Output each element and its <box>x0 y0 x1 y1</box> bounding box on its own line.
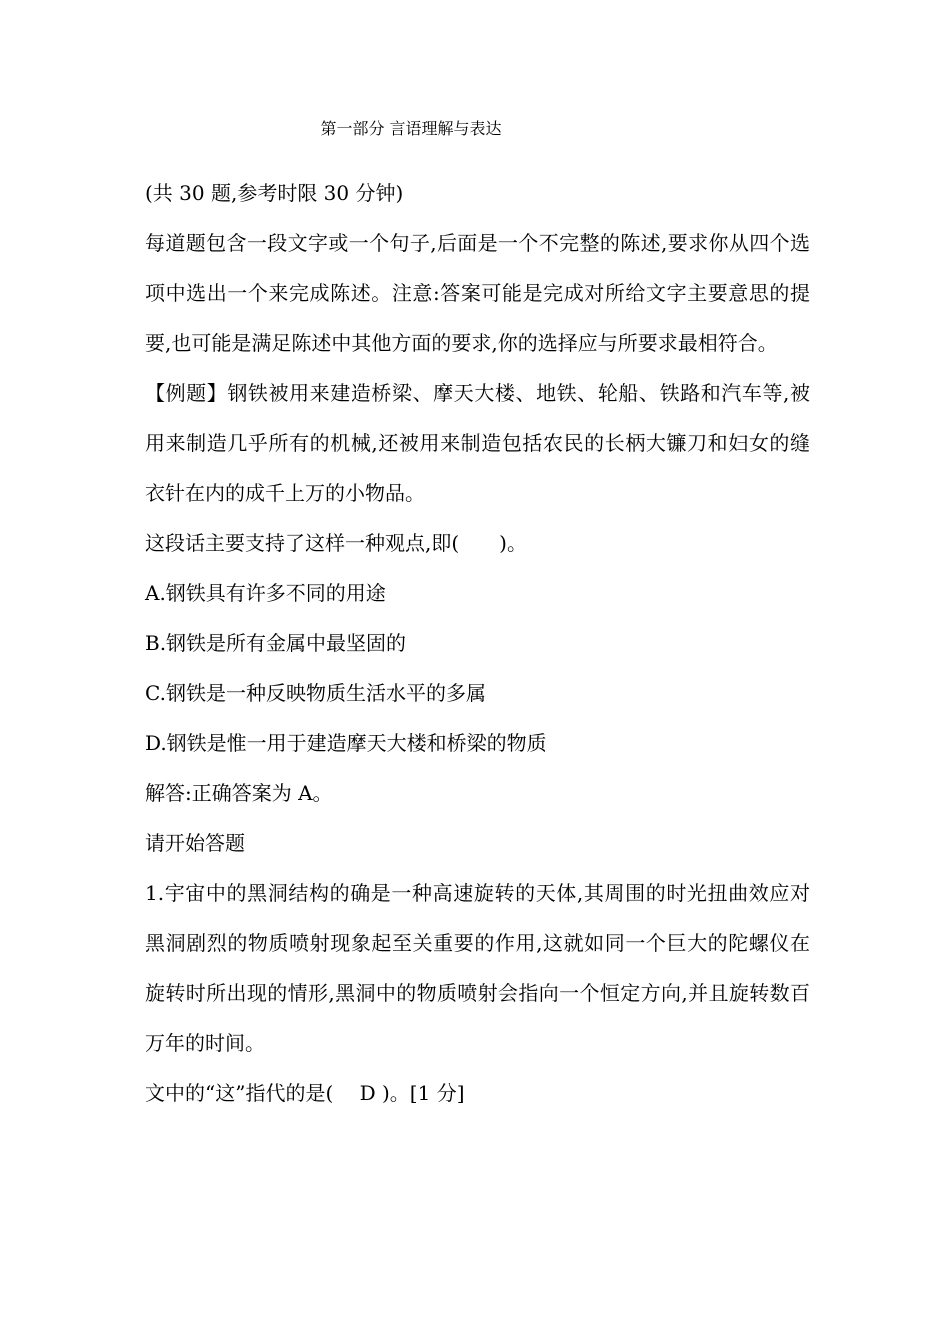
example-answer: 解答:正确答案为 A。 <box>145 781 333 805</box>
example-option-d: D.钢铁是惟一用于建造摩天大楼和桥梁的物质 <box>145 731 547 755</box>
intro-meta: (共 30 题,参考时限 30 分钟) <box>145 181 404 205</box>
example-question: 这段话主要支持了这样一种观点,即( )。 <box>145 531 527 555</box>
example-option-b: B.钢铁是所有金属中最坚固的 <box>145 631 407 655</box>
question-1-passage: 1.宇宙中的黑洞结构的确是一种高速旋转的天体,其周围的时光扭曲效应对黑洞剧烈的物质喷射现象起至关重要的作用,这就如同一个巨大的陀螺仪在旋转时所出现的情形,黑洞中的物质喷射会指向一个恒定方向,并且旋转数百万年的时间。 <box>145 881 810 1055</box>
section-title: 第一部分 言语理解与表达 <box>320 119 502 138</box>
start-prompt: 请开始答题 <box>145 831 245 855</box>
question-1-stem: 文中的“这”指代的是( D )。[1 分] <box>145 1081 465 1105</box>
document-body <box>145 168 810 1118</box>
example-option-a: A.钢铁具有许多不同的用途 <box>145 581 386 605</box>
example-option-c: C.钢铁是一种反映物质生活水平的多属 <box>145 681 486 705</box>
example-passage: 【例题】钢铁被用来建造桥梁、摩天大楼、地铁、轮船、铁路和汽车等,被用来制造几乎所有的机械,还被用来制造包括农民的长柄大镰刀和妇女的缝衣针在内的成千上万的小物品。 <box>145 381 810 505</box>
instructions-paragraph: 每道题包含一段文字或一个句子,后面是一个不完整的陈述,要求你从四个选项中选出一个来完成陈述。注意:答案可能是完成对所给文字主要意思的提要,也可能是满足陈述中其他方面的要求,你的选择应与所要求最相符合。 <box>145 231 810 355</box>
